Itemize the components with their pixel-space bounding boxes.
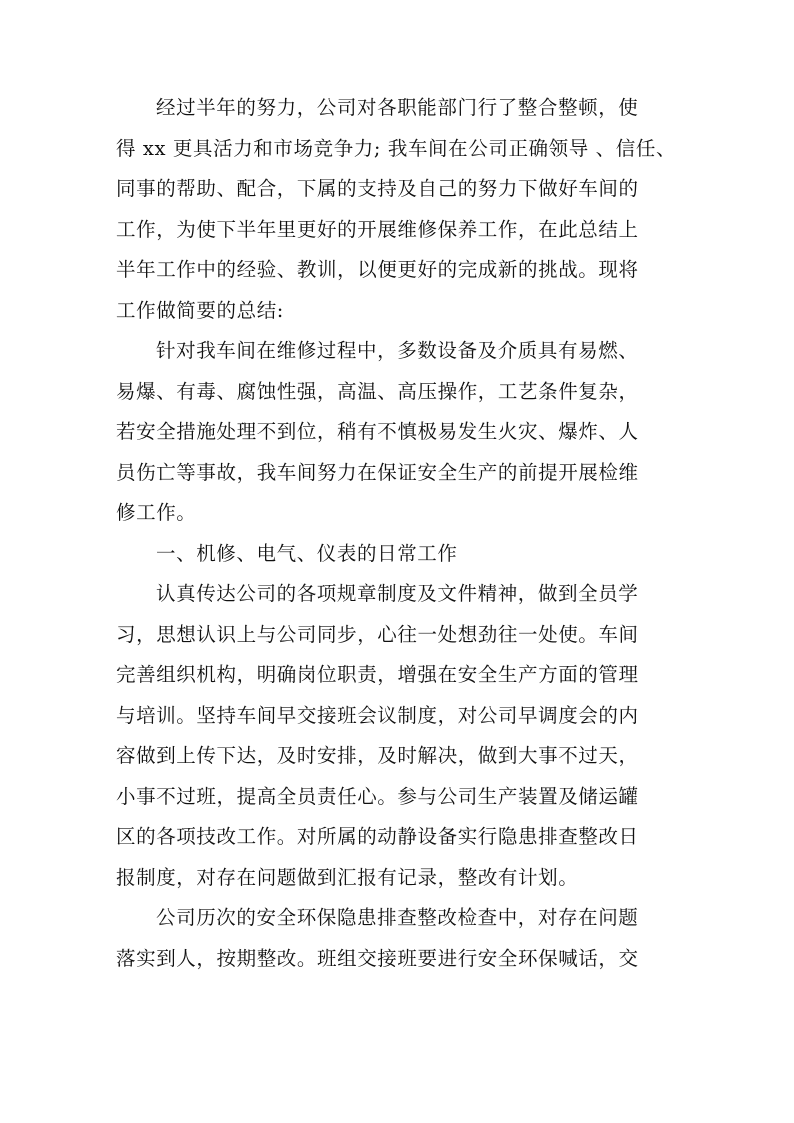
document-body [116,88,677,979]
section-heading: 一、机修、电气、仪表的日常工作 [156,541,458,565]
text-line: 认真传达公司的各项规章制度及文件精神，做到全员学 [156,582,639,605]
text-line: 工作做简要的总结: [116,298,284,322]
text-line: 易爆、有毒、腐蚀性强，高温、高压操作，工艺条件复杂， [116,379,639,403]
text-line: 修工作。 [116,501,197,524]
text-line: 与培训。坚持车间早交接班会议制度，对公司早调度会的内 [116,703,639,727]
text-line: 习，思想认识上与公司同步，心往一处想劲往一处使。车间 [116,622,639,646]
text-line: 公司历次的安全环保隐患排查整改检查中，对存在问题 [156,906,639,929]
text-line: 若安全措施处理不到位，稍有不慎极易发生火灾、爆炸、人 [116,420,639,443]
text-line: 针对我车间在维修过程中，多数设备及介质具有易燃、 [156,339,639,362]
text-line: 容做到上传下达，及时安排，及时解决，做到大事不过天， [116,744,639,767]
text-line: 落实到人，按期整改。班组交接班要进行安全环保喊话，交 [116,946,639,970]
text-line: 工作，为使下半年里更好的开展维修保养工作，在此总结上 [116,217,639,241]
text-line: 区的各项技改工作。对所属的动静设备实行隐患排查整改日 [116,825,639,848]
text-line: 报制度，对存在问题做到汇报有记录，整改有计划。 [116,865,579,889]
text-line: 同事的帮助、配合，下属的支持及自己的努力下做好车间的 [116,177,639,200]
text-line: 半年工作中的经验、教训，以便更好的完成新的挑战。现将 [116,258,639,281]
text-line: 经过半年的努力，公司对各职能部门行了整合整顿，使 [156,96,639,119]
text-line: 员伤亡等事故，我车间努力在保证安全生产的前提开展检维 [116,460,639,484]
text-line: 得 xx 更具活力和市场竞争力; 我车间在公司正确领导 、信任、 [116,136,677,160]
text-line: 小事不过班，提高全员责任心。参与公司生产装置及储运罐 [116,784,639,808]
text-line: 完善组织机构，明确岗位职责，增强在安全生产方面的管理 [116,663,639,686]
